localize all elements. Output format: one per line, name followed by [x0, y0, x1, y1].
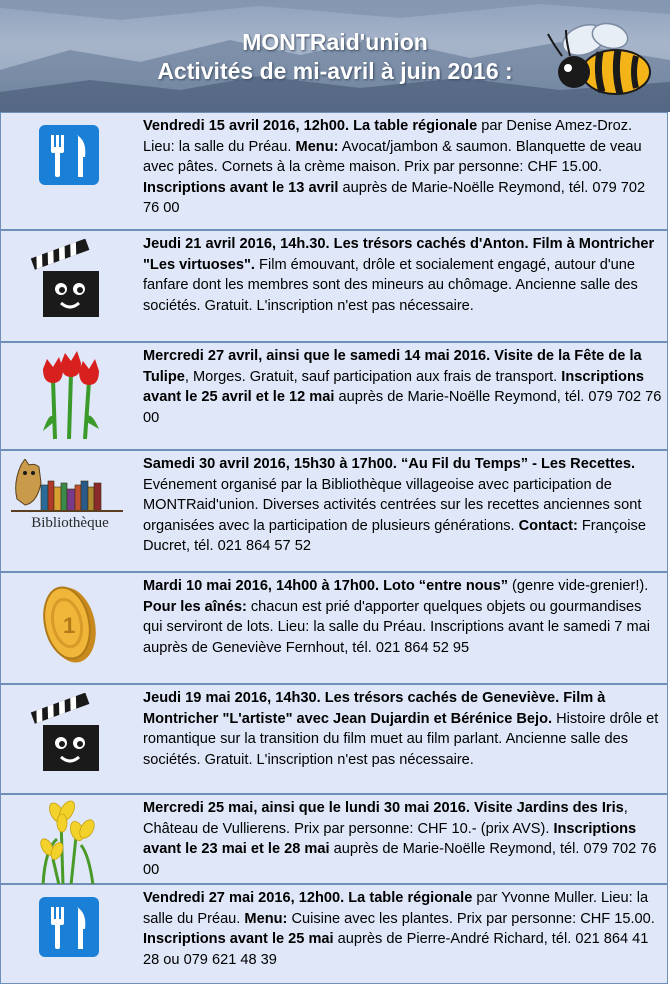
iris-flowers-icon — [13, 799, 125, 889]
event-description: Mercredi 27 avril, ainsi que le samedi 14 mai 2016. Visite de la Fête de la Tulipe, Morges. Gratuit, sauf participation aux frais de transport. Inscriptions avant le 25 avril et le 12 mai auprès de Marie-Noëlle Reymond, tél. 079 702 76 00 — [143, 348, 662, 426]
event-description: Vendredi 27 mai 2016, 12h00. La table régionale par Yvonne Muller. Lieu: la salle du Préau. Menu: Cuisine avec les plantes. Prix par personne: CHF 15.00. Inscriptions avant le 25 mai auprès de Pierre-André Richard, tél. 021 864 41 28 ou 079 621 48 39 — [143, 890, 655, 968]
event-row — [0, 230, 668, 342]
header-title: MONTRaid'union — [242, 29, 428, 55]
event-description: Jeudi 21 avril 2016, 14h.30. Les trésors cachés d'Anton. Film à Montricher "Les virtuoses". Film émouvant, drôle et socialement engagé, autour d'une fanfare dont les membres sont des mineurs au chômage. Ancienne salle des sociétés. Gratuit. L'inscription n'est pas nécessaire. — [143, 236, 655, 314]
event-row — [0, 884, 668, 984]
event-description: Samedi 30 avril 2016, 15h30 à 17h00. “Au Fil du Temps” - Les Recettes. Evénement organisé par la Bibliothèque villageoise avec participation de MONTRaid'union. Diverses activités centrées sur les recettes anciennes sont organisées avec la participation de plusieurs générations. Contact: Françoise Ducret, tél. 021 864 57 52 — [143, 456, 646, 554]
film-clapper-icon — [13, 239, 125, 329]
film-clapper-icon — [13, 693, 125, 783]
event-row — [0, 450, 668, 572]
tulips-icon — [13, 351, 125, 441]
svg-text:1: 1 — [63, 613, 76, 638]
header-subtitle: Activités de mi-avril à juin 2016 : — [157, 58, 513, 84]
bee-icon — [544, 20, 662, 100]
event-description: Mardi 10 mai 2016, 14h00 à 17h00. Loto “entre nous” (genre vide-grenier!). Pour les aînés: chacun est prié d'apporter quelques objets ou gourmandises qui serviront de lots. Lieu: la salle du Préau. Inscriptions avant le samedi 7 mai auprès de Geneviève Fernhout, tél. 021 864 52 95 — [143, 578, 650, 656]
event-row — [0, 112, 668, 230]
library-icon — [7, 459, 127, 549]
event-row — [0, 684, 668, 794]
event-row — [0, 572, 668, 684]
fork-knife-icon — [13, 121, 125, 211]
library-icon-label: Bibliothèque — [31, 515, 109, 531]
event-description: Jeudi 19 mai 2016, 14h30. Les trésors cachés de Geneviève. Film à Montricher "L'artiste" avec Jean Dujardin et Bérénice Bejo. Histoire drôle et romantique sur la transition du film muet au film parlant. Ancienne salle des sociétés. Gratuit. L'inscription n'est pas nécessaire. — [143, 690, 659, 768]
event-row — [0, 342, 668, 450]
event-description: Vendredi 15 avril 2016, 12h00. La table régionale par Denise Amez-Droz. Lieu: la salle du Préau. Menu: Avocat/jambon & saumon. Blanquette de veau avec pâtes. Cornets à la crème maison. Prix par personne: CHF 15.00. Inscriptions avant le 13 avril auprès de Marie-Noëlle Reymond, tél. 079 702 76 00 — [143, 118, 646, 216]
fork-knife-icon — [13, 893, 125, 983]
event-row — [0, 794, 668, 884]
header-banner — [0, 0, 670, 112]
coin-icon — [13, 581, 125, 671]
event-description: Mercredi 25 mai, ainsi que le lundi 30 mai 2016. Visite Jardins des Iris, Château de Vullierens. Prix par personne: CHF 10.- (prix AVS). Inscriptions avant le 23 mai et le 28 mai auprès de Marie-Noëlle Reymond, tél. 079 702 76 00 — [143, 800, 657, 878]
